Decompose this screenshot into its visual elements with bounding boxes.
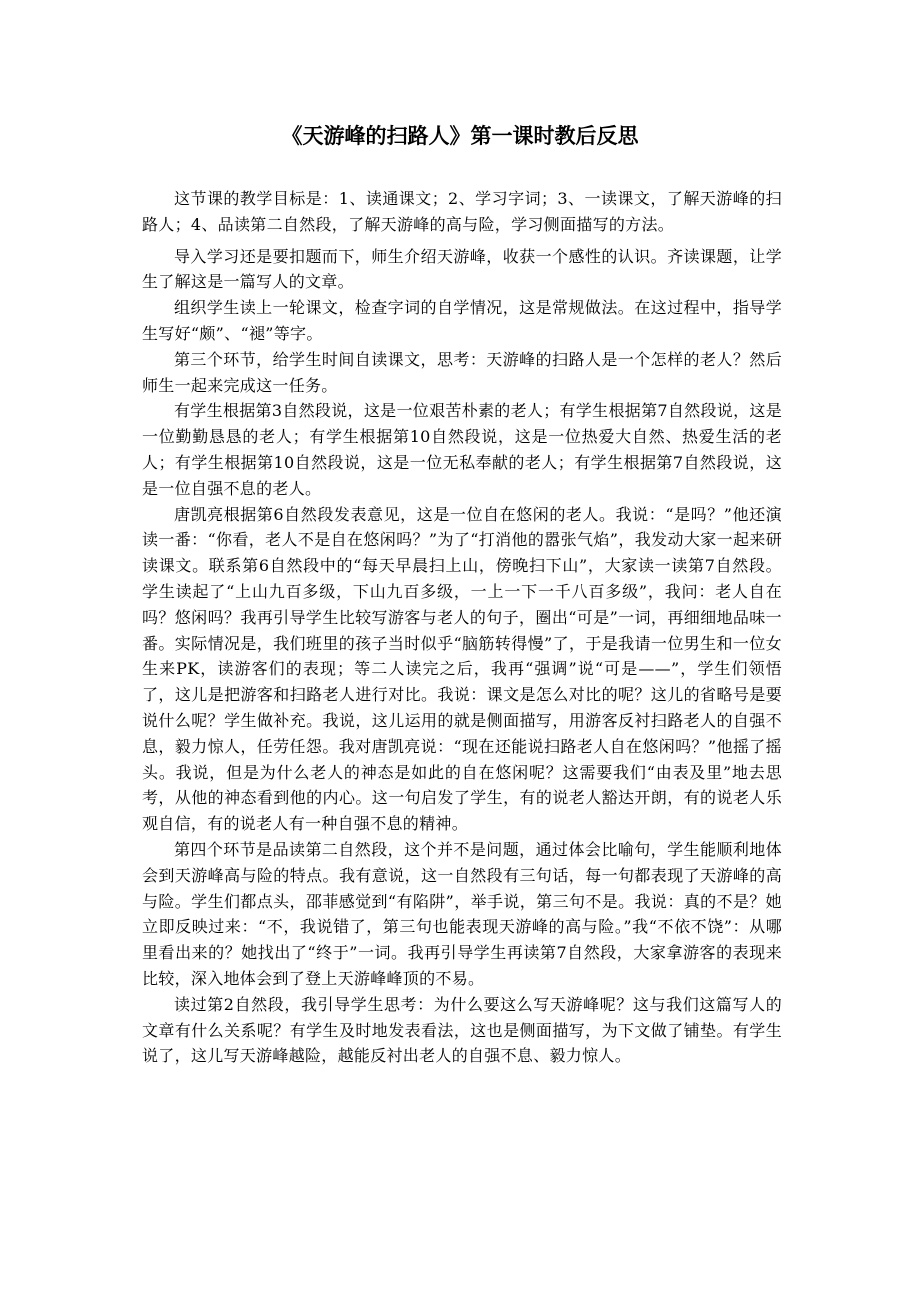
paragraph-fourth-step: 第四个环节是品读第二自然段，这个并不是问题，通过体会比喻句，学生能顺利地体会到天游峰高与险的特点。我有意说，这一自然段有三句话，每一句都表现了天游峰的高与险。学生们都点头，邵菲感觉到“有陷阱”，举手说，第三句不是。我说：真的不是？她立即反映过来：“不，我说错了，第三句也能表现天游峰的高与险。”我“不依不饶”：从哪里看出来的？她找出了“终于”一词。我再引导学生再读第7自然段，大家拿游客的表现来比较，深入地体会到了登上天游峰峰顶的不易。 (142, 839, 782, 988)
document-body (142, 180, 782, 1069)
paragraph-introduction: 导入学习还是要扣题而下，师生介绍天游峰，收获一个感性的认识。齐读课题，让学生了解这是一篇写人的文章。 (142, 246, 782, 292)
paragraph-reading-check: 组织学生读上一轮课文，检查字词的自学情况，这是常规做法。在这过程中，指导学生写好“颇”、“褪”等字。 (142, 298, 782, 343)
paragraph-student-answers: 有学生根据第3自然段说，这是一位艰苦朴素的老人；有学生根据第7自然段说，这是一位勤勤恳恳的老人；有学生根据第10自然段说，这是一位热爱大自然、热爱生活的老人；有学生根据第10自然段说，这是一位无私奉献的老人；有学生根据第7自然段说，这是一位自强不息的老人。 (142, 401, 782, 498)
paragraph-objectives: 这节课的教学目标是：1、读通课文；2、学习字词；3、一读课文，了解天游峰的扫路人；4、品读第二自然段，了解天游峰的高与险，学习侧面描写的方法。 (142, 189, 782, 234)
paragraph-third-step: 第三个环节，给学生时间自读课文，思考：天游峰的扫路人是一个怎样的老人？然后师生一起来完成这一任务。 (142, 349, 782, 395)
paragraph-discussion: 唐凯亮根据第6自然段发表意见，这是一位自在悠闲的老人。我说：“是吗？”他还演读一番：“你看，老人不是自在悠闲吗？”为了“打消他的嚣张气焰”，我发动大家一起来研读课文。联系第6自然段中的“每天早晨扫上山，傍晚扫下山”，大家读一读第7自然段。学生读起了“上山九百多级，下山九百多级，一上一下一千八百多级”，我问：老人自在吗？悠闲吗？我再引导学生比较写游客与老人的句子，圈出“可是”一词，再细细地品味一番。实际情况是，我们班里的孩子当时似乎“脑筋转得慢”了，于是我请一位男生和一位女生来PK，读游客们的表现；等二人读完之后，我再“强调”说“可是——”，学生们领悟了，这儿是把游客和扫路老人进行对比。我说：课文是怎么对比的呢？这儿的省略号是要说什么呢？学生做补充。我说，这儿运用的就是侧面描写，用游客反衬扫路老人的自强不息，毅力惊人，任劳任怨。我对唐凯亮说：“现在还能说扫路老人自在悠闲吗？”他摇了摇头。我说，但是为什么老人的神态是如此的自在悠闲呢？这需要我们“由表及里”地去思考，从他的神态看到他的内心。这一句启发了学生，有的说老人豁达开朗，有的说老人乐观自信，有的说老人有一种自强不息的精神。 (142, 504, 782, 834)
paragraph-conclusion: 读过第2自然段，我引导学生思考：为什么要这么写天游峰呢？这与我们这篇写人的文章有什么关系呢？有学生及时地发表看法，这也是侧面描写，为下文做了铺垫。有学生说了，这儿写天游峰越险，越能反衬出老人的自强不息、毅力惊人。 (142, 994, 782, 1066)
document-title: 《天游峰的扫路人》第一课时教后反思 (281, 123, 639, 148)
